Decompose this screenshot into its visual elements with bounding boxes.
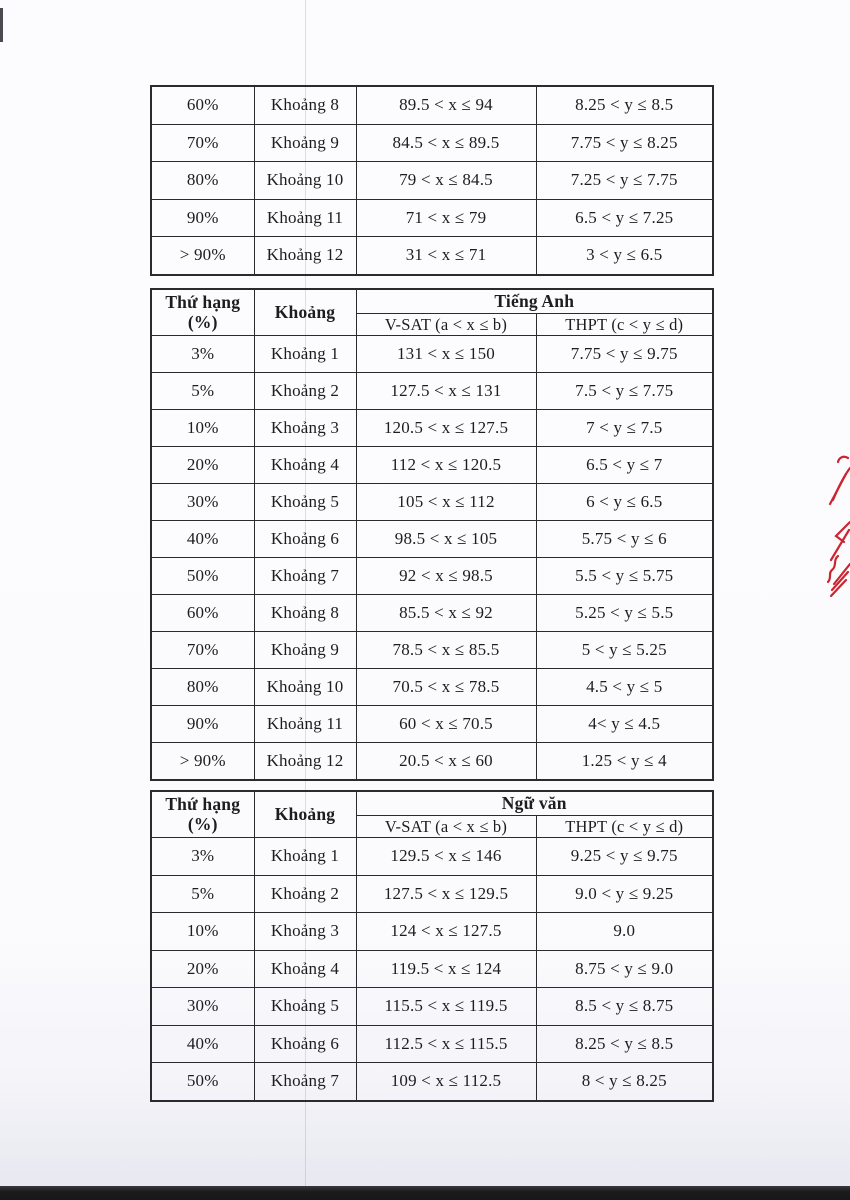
table-cell: Khoảng 6 (254, 1025, 356, 1063)
table-row (151, 410, 713, 447)
table-cell: 7.5 < y ≤ 7.75 (536, 373, 713, 410)
table-cell: 7 < y ≤ 7.5 (536, 410, 713, 447)
table-cell: 9.25 < y ≤ 9.75 (536, 838, 713, 876)
rank-unit-label: (%) (187, 813, 218, 834)
table-cell: Khoảng 7 (254, 1063, 356, 1101)
table-cell: 120.5 < x ≤ 127.5 (356, 410, 536, 447)
table-cell: Khoảng 5 (254, 988, 356, 1026)
table-cell: Khoảng 9 (254, 632, 356, 669)
table-row (151, 743, 713, 781)
table-cell: 119.5 < x ≤ 124 (356, 950, 536, 988)
table-row (151, 558, 713, 595)
table-cell: 129.5 < x ≤ 146 (356, 838, 536, 876)
table-cell: 3 < y ≤ 6.5 (536, 237, 713, 275)
table-cell: Khoảng 10 (254, 162, 356, 200)
table-cell: 50% (151, 558, 254, 595)
table-cell: 3% (151, 336, 254, 373)
table-cell: Khoảng 8 (254, 595, 356, 632)
table-row (151, 86, 713, 124)
table-cell: 70% (151, 124, 254, 162)
table-cell: 31 < x ≤ 71 (356, 237, 536, 275)
table-cell: 84.5 < x ≤ 89.5 (356, 124, 536, 162)
table-cell: 60% (151, 595, 254, 632)
table-cell: 8.5 < y ≤ 8.75 (536, 988, 713, 1026)
table-cell: 7.75 < y ≤ 8.25 (536, 124, 713, 162)
table-cell: 5% (151, 373, 254, 410)
table-cell: 60 < x ≤ 70.5 (356, 706, 536, 743)
table-cell: 3% (151, 838, 254, 876)
table-cell: > 90% (151, 237, 254, 275)
table-cell: 5.5 < y ≤ 5.75 (536, 558, 713, 595)
table-cell: 5.25 < y ≤ 5.5 (536, 595, 713, 632)
table-cell: 20% (151, 447, 254, 484)
rank-column-header (151, 791, 254, 838)
table-cell: Khoảng 12 (254, 237, 356, 275)
table-row (151, 595, 713, 632)
table-cell: Khoảng 3 (254, 913, 356, 951)
table-row (151, 447, 713, 484)
table-cell: Khoảng 9 (254, 124, 356, 162)
table-row (151, 484, 713, 521)
table-cell: 70.5 < x ≤ 78.5 (356, 669, 536, 706)
subject-header-ngu-van: Ngữ văn (356, 791, 713, 816)
table-cell: Khoảng 1 (254, 838, 356, 876)
table-cell: 5 < y ≤ 5.25 (536, 632, 713, 669)
table-row (151, 875, 713, 913)
table-cell: 7.25 < y ≤ 7.75 (536, 162, 713, 200)
score-table-ngu-van (150, 790, 714, 1102)
table-cell: > 90% (151, 743, 254, 781)
table-cell: 20.5 < x ≤ 60 (356, 743, 536, 781)
table-header-row (151, 289, 713, 314)
score-table-continuation (150, 85, 714, 276)
table-cell: 131 < x ≤ 150 (356, 336, 536, 373)
table-row (151, 373, 713, 410)
table-cell: 50% (151, 1063, 254, 1101)
vsat-column-header: V-SAT (a < x ≤ b) (356, 816, 536, 838)
table-cell: Khoảng 10 (254, 669, 356, 706)
scanner-bed-edge (0, 1186, 850, 1200)
table-cell: 78.5 < x ≤ 85.5 (356, 632, 536, 669)
table-cell: 85.5 < x ≤ 92 (356, 595, 536, 632)
rank-unit-label: (%) (187, 311, 218, 332)
table-cell: 90% (151, 199, 254, 237)
table-cell: 5% (151, 875, 254, 913)
table-row (151, 199, 713, 237)
table-cell: Khoảng 4 (254, 950, 356, 988)
table-row (151, 1025, 713, 1063)
table-cell: 8 < y ≤ 8.25 (536, 1063, 713, 1101)
range-column-header: Khoảng (254, 791, 356, 838)
table-cell: 8.25 < y ≤ 8.5 (536, 1025, 713, 1063)
vsat-column-header: V-SAT (a < x ≤ b) (356, 314, 536, 336)
table-cell: 89.5 < x ≤ 94 (356, 86, 536, 124)
thpt-column-header: THPT (c < y ≤ d) (536, 816, 713, 838)
table-cell: 7.75 < y ≤ 9.75 (536, 336, 713, 373)
table-cell: 124 < x ≤ 127.5 (356, 913, 536, 951)
table-row (151, 838, 713, 876)
rank-label: Thứ hạng (165, 794, 241, 815)
table-row (151, 162, 713, 200)
table-row (151, 706, 713, 743)
table-cell: 115.5 < x ≤ 119.5 (356, 988, 536, 1026)
table-cell: Khoảng 8 (254, 86, 356, 124)
rank-column-header (151, 289, 254, 336)
table-row (151, 1063, 713, 1101)
table-row (151, 124, 713, 162)
table-cell: 8.75 < y ≤ 9.0 (536, 950, 713, 988)
table-cell: 98.5 < x ≤ 105 (356, 521, 536, 558)
table-row (151, 632, 713, 669)
table-header-row (151, 791, 713, 816)
table-cell: Khoảng 6 (254, 521, 356, 558)
table-row (151, 237, 713, 275)
table-cell: 1.25 < y ≤ 4 (536, 743, 713, 781)
table-row (151, 669, 713, 706)
table-cell: 60% (151, 86, 254, 124)
table-row (151, 950, 713, 988)
table-cell: 40% (151, 1025, 254, 1063)
table-row (151, 336, 713, 373)
scan-edge-artifact (0, 8, 3, 42)
table-cell: 10% (151, 913, 254, 951)
table-cell: 80% (151, 162, 254, 200)
red-handwriting-mark (824, 452, 850, 602)
table-cell: 109 < x ≤ 112.5 (356, 1063, 536, 1101)
table-cell: 90% (151, 706, 254, 743)
table-cell: 5.75 < y ≤ 6 (536, 521, 713, 558)
table-cell: Khoảng 2 (254, 875, 356, 913)
table-row (151, 988, 713, 1026)
table-cell: 30% (151, 988, 254, 1026)
table-row (151, 913, 713, 951)
table-cell: 127.5 < x ≤ 129.5 (356, 875, 536, 913)
table-cell: 92 < x ≤ 98.5 (356, 558, 536, 595)
table-cell: 9.0 < y ≤ 9.25 (536, 875, 713, 913)
table-cell: Khoảng 3 (254, 410, 356, 447)
table-cell: 4.5 < y ≤ 5 (536, 669, 713, 706)
table-cell: 79 < x ≤ 84.5 (356, 162, 536, 200)
table-cell: 71 < x ≤ 79 (356, 199, 536, 237)
table-cell: 127.5 < x ≤ 131 (356, 373, 536, 410)
table-cell: 112.5 < x ≤ 115.5 (356, 1025, 536, 1063)
table-cell: 80% (151, 669, 254, 706)
table-cell: Khoảng 11 (254, 706, 356, 743)
table-cell: 112 < x ≤ 120.5 (356, 447, 536, 484)
table-cell: Khoảng 4 (254, 447, 356, 484)
table-cell: 70% (151, 632, 254, 669)
table-cell: 6 < y ≤ 6.5 (536, 484, 713, 521)
table-cell: Khoảng 1 (254, 336, 356, 373)
table-cell: 6.5 < y ≤ 7 (536, 447, 713, 484)
thpt-column-header: THPT (c < y ≤ d) (536, 314, 713, 336)
table-cell: Khoảng 2 (254, 373, 356, 410)
table-cell: 6.5 < y ≤ 7.25 (536, 199, 713, 237)
table-cell: 9.0 (536, 913, 713, 951)
table-cell: 20% (151, 950, 254, 988)
table-cell: Khoảng 12 (254, 743, 356, 781)
table-cell: 40% (151, 521, 254, 558)
range-column-header: Khoảng (254, 289, 356, 336)
table-cell: 30% (151, 484, 254, 521)
table-cell: 4< y ≤ 4.5 (536, 706, 713, 743)
table-cell: 8.25 < y ≤ 8.5 (536, 86, 713, 124)
table-cell: Khoảng 7 (254, 558, 356, 595)
table-cell: 10% (151, 410, 254, 447)
table-cell: 105 < x ≤ 112 (356, 484, 536, 521)
table-row (151, 521, 713, 558)
subject-header-tieng-anh: Tiếng Anh (356, 289, 713, 314)
table-cell: Khoảng 11 (254, 199, 356, 237)
rank-label: Thứ hạng (165, 292, 241, 313)
table-cell: Khoảng 5 (254, 484, 356, 521)
score-table-tieng-anh (150, 288, 714, 781)
